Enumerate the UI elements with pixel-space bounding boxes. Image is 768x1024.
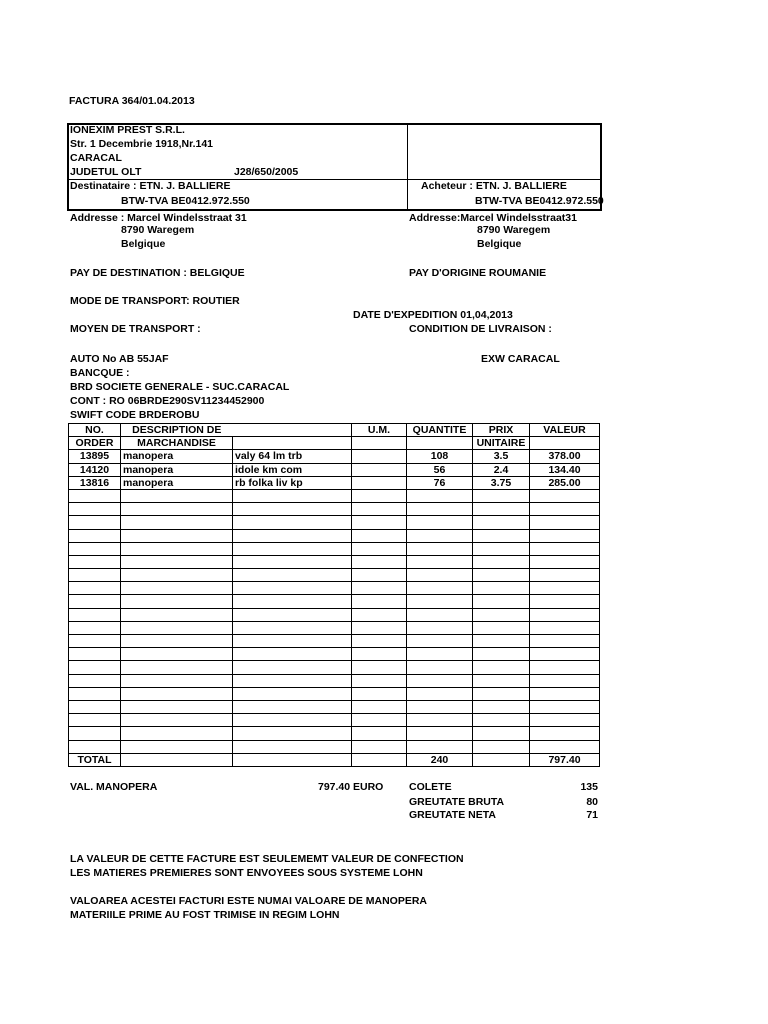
- table-row-empty: [69, 674, 600, 687]
- table-row-empty: [69, 740, 600, 753]
- total-label: TOTAL: [69, 753, 121, 766]
- table-row-empty: [69, 503, 600, 516]
- cell-desc: manopera: [121, 450, 233, 463]
- table-row-empty: [69, 687, 600, 700]
- note-line: MATERIILE PRIME AU FOST TRIMISE IN REGIM LOHN: [70, 909, 340, 921]
- header-no: NO.: [69, 424, 121, 437]
- issuer-reg-no: J28/650/2005: [234, 166, 299, 178]
- buyer-zip-city: 8790 Waregem: [477, 224, 551, 236]
- net-weight-label: GREUTATE NETA: [409, 809, 496, 821]
- table-total-row: [69, 753, 600, 766]
- gross-weight-label: GREUTATE BRUTA: [409, 796, 505, 808]
- cell-model: idole km com: [233, 463, 352, 476]
- cell-um: [352, 463, 407, 476]
- issuer-street: Str. 1 Decembrie 1918,Nr.141: [70, 138, 214, 150]
- total-value: 797.40: [530, 753, 600, 766]
- cell-qty: 108: [407, 450, 473, 463]
- note-line: VALOAREA ACESTEI FACTURI ESTE NUMAI VALOARE DE MANOPERA: [70, 895, 428, 907]
- header-um: U.M.: [352, 424, 407, 437]
- consignee-zip-city: 8790 Waregem: [121, 224, 195, 236]
- net-weight-value: 71: [586, 809, 598, 821]
- colete-label: COLETE: [409, 781, 452, 793]
- colete-value: 135: [580, 781, 598, 793]
- destination-country: PAY DE DESTINATION : BELGIQUE: [70, 267, 245, 279]
- delivery-condition: CONDITION DE LIVRAISON :: [409, 323, 552, 335]
- cell-price: 2.4: [473, 463, 530, 476]
- total-qty: 240: [407, 753, 473, 766]
- table-row-empty: [69, 727, 600, 740]
- consignee-vat: BTW-TVA BE0412.972.550: [121, 195, 250, 207]
- cell-value: 285.00: [530, 476, 600, 489]
- issuer-city: CARACAL: [70, 152, 122, 164]
- table-row-empty: [69, 529, 600, 542]
- bank-name: BRD SOCIETE GENERALE - SUC.CARACAL: [70, 381, 290, 393]
- val-manopera-amount: 797.40: [318, 781, 351, 793]
- buyer-country: Belgique: [477, 238, 522, 250]
- table-row-empty: [69, 700, 600, 713]
- table-row-empty: [69, 582, 600, 595]
- header-divider: [407, 124, 408, 210]
- table-row-empty: [69, 648, 600, 661]
- note-line: LA VALEUR DE CETTE FACTURE EST SEULEMEMT VALEUR DE CONFECTION: [70, 853, 464, 865]
- invoice-title: FACTURA 364/01.04.2013: [69, 95, 195, 107]
- cell-value: 378.00: [530, 450, 600, 463]
- table-row-empty: [69, 555, 600, 568]
- cell-order: 13895: [69, 450, 121, 463]
- header-price2: UNITAIRE: [473, 437, 530, 450]
- cell-qty: 76: [407, 476, 473, 489]
- cell-model: rb folka liv kp: [233, 476, 352, 489]
- transport-means: MOYEN DE TRANSPORT :: [70, 323, 201, 335]
- cell-um: [352, 476, 407, 489]
- table-row: [69, 476, 600, 489]
- gross-weight-value: 80: [586, 796, 598, 808]
- table-header-row-2: [69, 437, 600, 450]
- cell-desc: manopera: [121, 463, 233, 476]
- issuer-county: JUDETUL OLT: [70, 166, 142, 178]
- val-manopera-label: VAL. MANOPERA: [70, 781, 158, 793]
- cell-desc: manopera: [121, 476, 233, 489]
- table-row-empty: [69, 569, 600, 582]
- consignee-label: Destinataire : ETN. J. BALLIERE: [70, 180, 231, 192]
- table-row-empty: [69, 608, 600, 621]
- bank-swift: SWIFT CODE BRDEROBU: [70, 409, 200, 421]
- table-header-row: [69, 424, 600, 437]
- table-row: [69, 463, 600, 476]
- buyer-address: Addresse:Marcel Windelsstraat31: [409, 212, 577, 224]
- consignee-address: Addresse : Marcel Windelsstraat 31: [70, 212, 247, 224]
- auto-no: AUTO No AB 55JAF: [70, 353, 169, 365]
- table-row-empty: [69, 621, 600, 634]
- consignee-country: Belgique: [121, 238, 166, 250]
- header-desc2: MARCHANDISE: [121, 437, 233, 450]
- table-row-empty: [69, 542, 600, 555]
- buyer-vat: BTW-TVA BE0412.972.550: [475, 195, 604, 207]
- issuer-name: IONEXIM PREST S.R.L.: [70, 124, 185, 136]
- header-desc: DESCRIPTION DE: [121, 424, 233, 437]
- cell-qty: 56: [407, 463, 473, 476]
- items-table: [68, 423, 600, 767]
- note-line: LES MATIERES PREMIERES SONT ENVOYEES SOUS SYSTEME LOHN: [70, 867, 423, 879]
- table-row-empty: [69, 516, 600, 529]
- header-order: ORDER: [69, 437, 121, 450]
- table-row: [69, 450, 600, 463]
- cell-um: [352, 450, 407, 463]
- cell-price: 3.5: [473, 450, 530, 463]
- header-qty: QUANTITE: [407, 424, 473, 437]
- cell-model: valy 64 lm trb: [233, 450, 352, 463]
- table-row-empty: [69, 635, 600, 648]
- buyer-label: Acheteur : ETN. J. BALLIERE: [421, 180, 567, 192]
- transport-mode: MODE DE TRANSPORT: ROUTIER: [70, 295, 240, 307]
- header-price: PRIX: [473, 424, 530, 437]
- origin-country: PAY D'ORIGINE ROUMANIE: [409, 267, 547, 279]
- incoterm: EXW CARACAL: [481, 353, 560, 365]
- cell-price: 3.75: [473, 476, 530, 489]
- table-row-empty: [69, 595, 600, 608]
- currency: EURO: [353, 781, 384, 793]
- bank-label: BANCQUE :: [70, 367, 130, 379]
- header-value: VALEUR: [530, 424, 600, 437]
- table-row-empty: [69, 661, 600, 674]
- table-row-empty: [69, 489, 600, 502]
- table-row-empty: [69, 714, 600, 727]
- cell-value: 134.40: [530, 463, 600, 476]
- cell-order: 13816: [69, 476, 121, 489]
- expedition-date: DATE D'EXPEDITION 01,04,2013: [353, 309, 513, 321]
- bank-account: CONT : RO 06BRDE290SV11234452900: [70, 395, 265, 407]
- cell-order: 14120: [69, 463, 121, 476]
